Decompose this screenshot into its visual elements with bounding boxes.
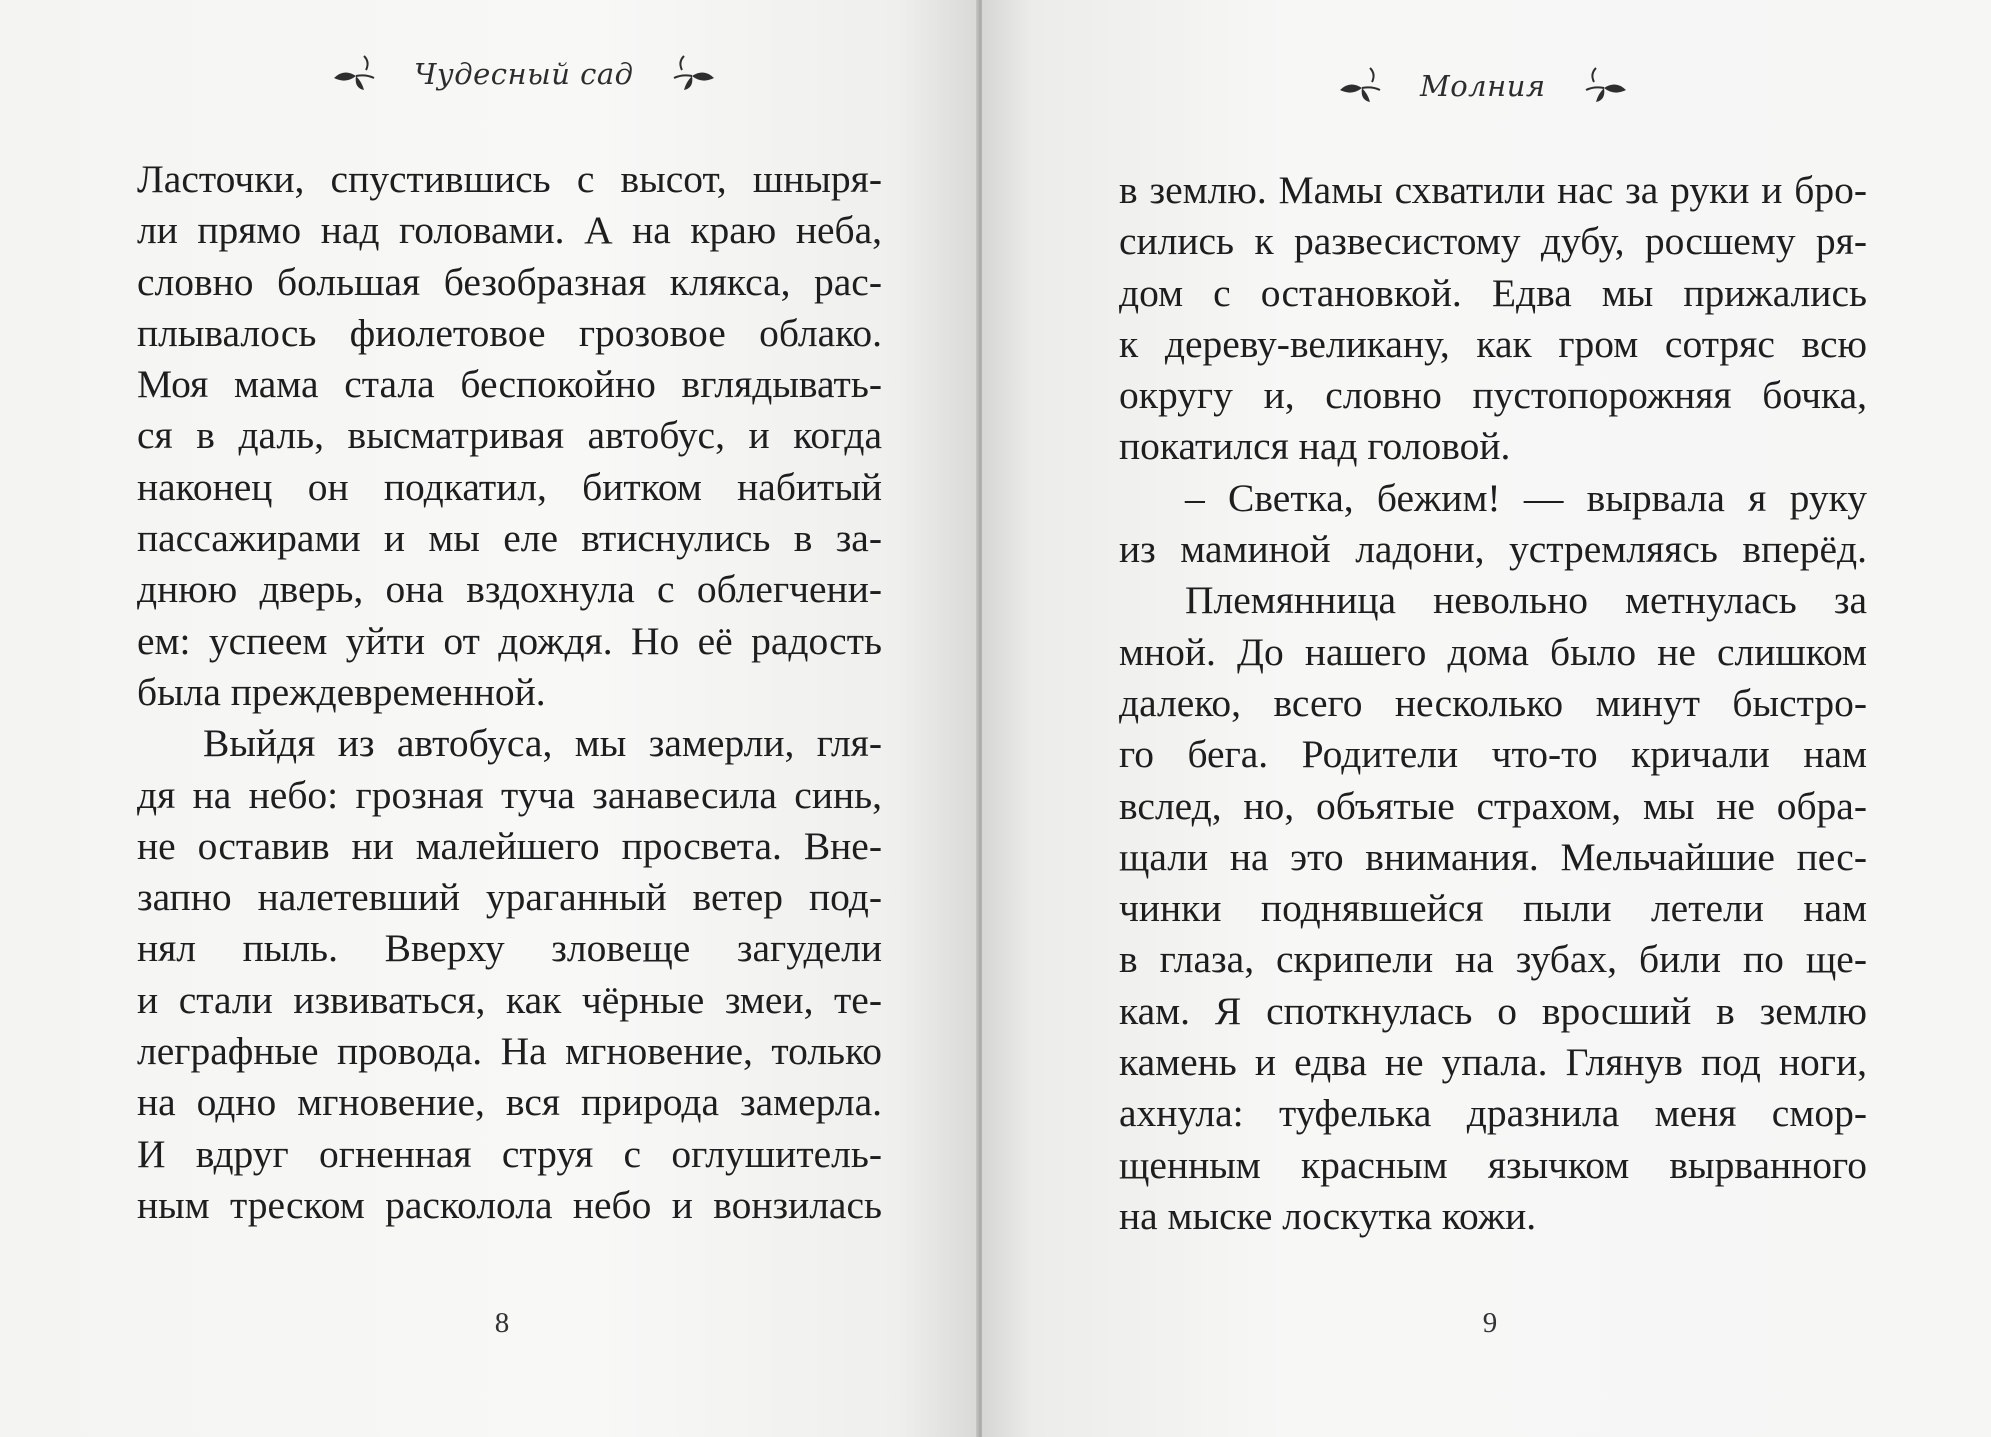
text-line: пассажирами и мы еле втиснулись в за- (137, 516, 882, 561)
text-line: не оставив ни малейшего просвета. Вне- (137, 823, 882, 868)
text-line: на мыске лоскутка кожи. (1119, 1193, 1537, 1238)
text-line: Моя мама стала беспокойно вглядывать- (137, 362, 882, 407)
right-body-text (1119, 165, 1867, 1242)
text-line: – Светка, бежим! — вырвала я руку (1185, 475, 1867, 520)
text-line: Выйдя из автобуса, мы замерли, гля- (203, 721, 882, 766)
running-head-title: Молния (1420, 69, 1546, 103)
page-number: 8 (494, 1307, 510, 1339)
right-page (982, 0, 1991, 1437)
text-line: ным треском расколола небо и вонзилась (137, 1182, 882, 1227)
text-line: далеко, всего несколько минут быстро- (1119, 680, 1867, 725)
text-line: ся в даль, высматривая автобус, и когда (137, 413, 882, 458)
text-line: чинки поднявшейся пыли летели нам (1119, 886, 1867, 931)
text-line: дом с остановкой. Едва мы прижались (1119, 270, 1867, 315)
text-line: нял пыль. Вверху зловеще загудели (137, 926, 882, 971)
text-line: наконец он подкатил, битком набитый (137, 464, 882, 509)
text-line: мной. До нашего дома было не слишком (1119, 629, 1867, 674)
text-line: вслед, но, объятые страхом, мы не обра- (1119, 783, 1867, 828)
text-line: на одно мгновение, вся природа замерла. (137, 1080, 882, 1125)
leaf-sprig-ornament-icon (1332, 64, 1390, 108)
left-running-head (326, 52, 722, 96)
text-line: ахнула: туфелька дразнила меня смор- (1119, 1091, 1867, 1136)
text-line: леграфные провода. На мгновение, только (137, 1029, 882, 1074)
text-line: округу и, словно пустопорожняя бочка, (1119, 373, 1867, 418)
text-line: ем: успеем уйти от дождя. Но её радость (137, 618, 882, 663)
text-line: щали на это внимания. Мельчайшие пес- (1119, 834, 1867, 879)
text-line: к дереву-великану, как гром сотряс всю (1119, 321, 1867, 366)
text-line: Племянница невольно метнулась за (1185, 578, 1867, 623)
leaf-sprig-ornament-icon (664, 52, 722, 96)
left-body-text (137, 154, 882, 1231)
leaf-sprig-ornament-icon (1576, 64, 1634, 108)
text-line: из маминой ладони, устремляясь вперёд. (1119, 527, 1867, 572)
text-line: камень и едва не упала. Глянув под ноги, (1119, 1040, 1867, 1085)
page-number: 9 (1482, 1307, 1498, 1339)
text-line: в глаза, скрипели на зубах, били по ще- (1119, 937, 1867, 982)
text-line: и стали извиваться, как чёрные змеи, те- (137, 977, 882, 1022)
leaf-sprig-ornament-icon (326, 52, 384, 96)
text-line: была преждевременной. (137, 669, 546, 714)
text-line: го бега. Родители что-то кричали нам (1119, 732, 1867, 777)
text-line: днюю дверь, она вздохнула с облегчени- (137, 567, 882, 612)
left-page (0, 0, 978, 1437)
right-running-head (1332, 64, 1634, 108)
text-line: словно большая безобразная клякса, рас- (137, 259, 882, 304)
text-line: плывалось фиолетовое грозовое облако. (137, 310, 882, 355)
text-line: дя на небо: грозная туча занавесила синь, (137, 772, 882, 817)
text-line: сились к развесистому дубу, росшему ря- (1119, 219, 1867, 264)
text-line: И вдруг огненная струя с оглушитель- (137, 1131, 882, 1176)
text-line: ли прямо над головами. А на краю неба, (137, 208, 882, 253)
text-line: щенным красным язычком вырванного (1119, 1142, 1867, 1187)
text-line: кам. Я споткнулась о вросший в землю (1119, 988, 1867, 1033)
text-line: покатился над головой. (1119, 424, 1511, 469)
text-line: запно налетевший ураганный ветер под- (137, 875, 882, 920)
running-head-title: Чудесный сад (414, 57, 634, 91)
text-line: Ласточки, спустившись с высот, шныря- (137, 157, 882, 201)
text-line: в землю. Мамы схватили нас за руки и бро- (1119, 168, 1867, 212)
